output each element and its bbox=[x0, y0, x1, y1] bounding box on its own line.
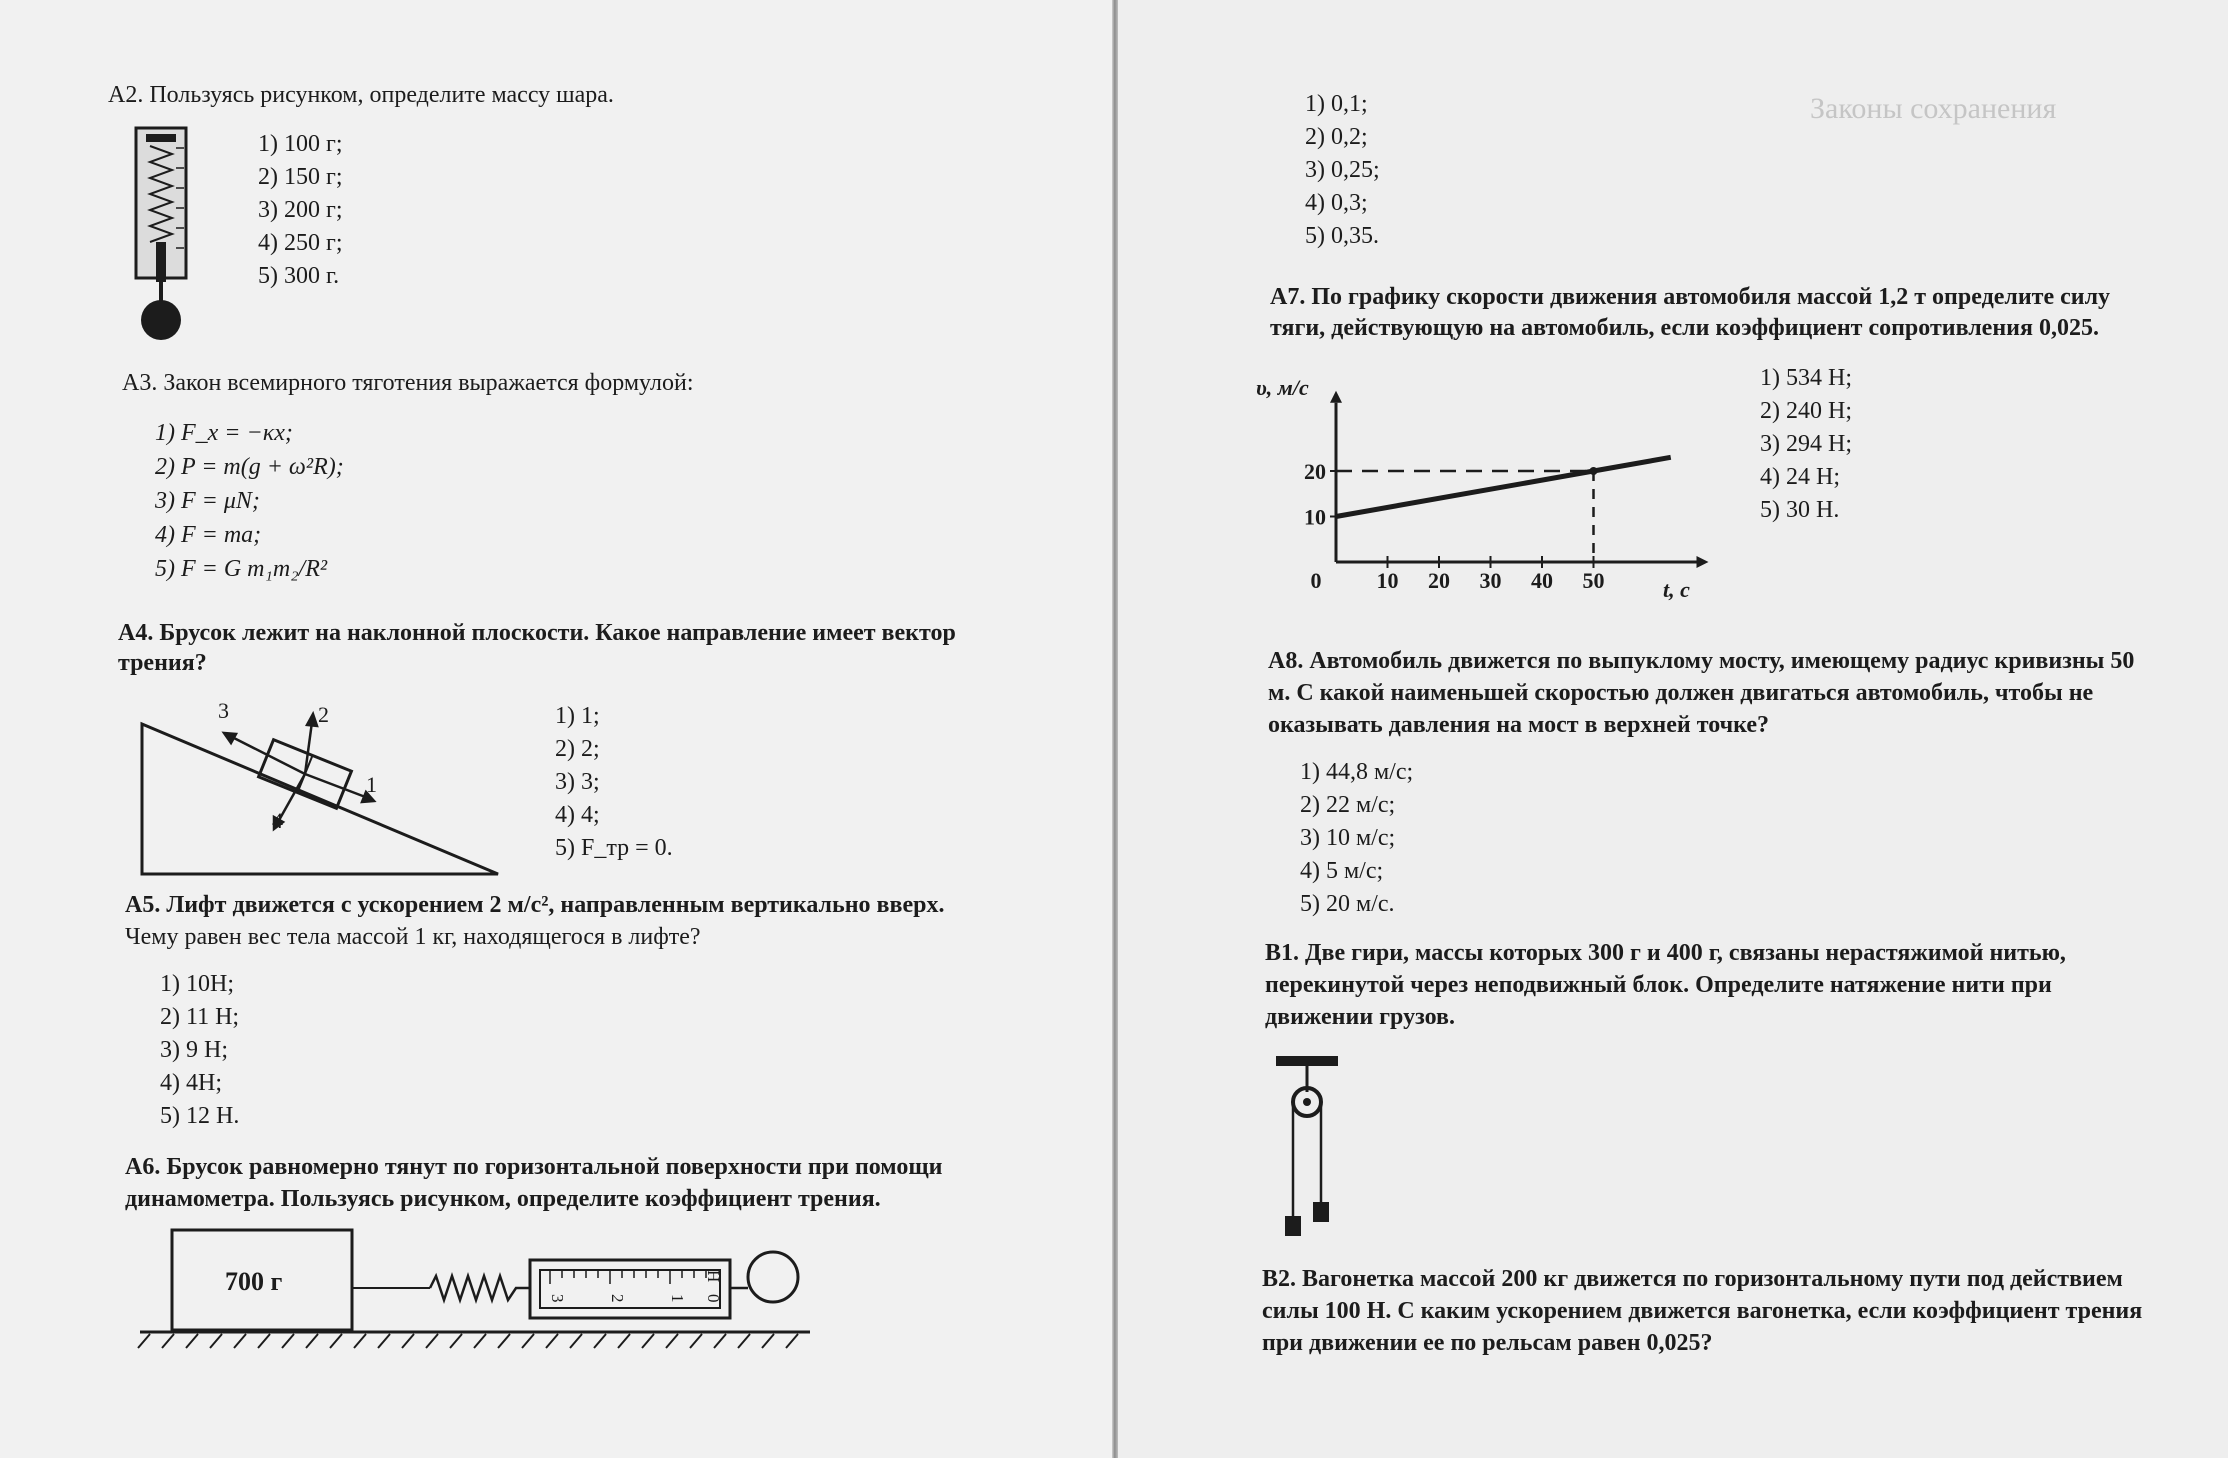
question-b2-line1: В2. Вагонетка массой 200 кг движется по горизонтальному пути под действием bbox=[1262, 1266, 2123, 1292]
question-b2-line3: при движении ее по рельсам равен 0,025? bbox=[1262, 1330, 1713, 1356]
x-tick-label-20: 20 bbox=[1428, 568, 1450, 593]
option-a3-2[interactable]: 2) P = m(g + ω²R); bbox=[155, 454, 344, 480]
vector-label-4: 4 bbox=[272, 808, 283, 833]
x-tick-label-30: 30 bbox=[1479, 568, 1502, 593]
option-a8-4[interactable]: 4) 5 м/с; bbox=[1300, 858, 1384, 884]
options-a8 bbox=[1300, 756, 1413, 921]
vector-label-3: 3 bbox=[218, 698, 229, 723]
vector-label-1: 1 bbox=[366, 772, 377, 797]
page-fold bbox=[1112, 0, 1118, 1458]
options-a3 bbox=[155, 416, 344, 586]
question-a5-line1: А5. Лифт движется с ускорением 2 м/с², направленным вертикально вверх. bbox=[125, 892, 945, 918]
option-a7-2[interactable]: 2) 240 Н; bbox=[1760, 398, 1852, 424]
dynamometer-figure bbox=[130, 1222, 820, 1352]
dyn-tick-0: 0 bbox=[704, 1294, 723, 1303]
option-a6-2[interactable]: 2) 0,2; bbox=[1305, 124, 1368, 150]
option-a3-1[interactable]: 1) F_x = −κx; bbox=[155, 420, 293, 446]
option-a8-2[interactable]: 2) 22 м/с; bbox=[1300, 792, 1396, 818]
pulley-figure bbox=[1272, 1052, 1344, 1242]
x-tick-label-0: 0 bbox=[1310, 568, 1322, 593]
option-a2-4[interactable]: 4) 250 г; bbox=[258, 230, 343, 256]
question-a4-line2: трения? bbox=[118, 650, 207, 676]
options-a4 bbox=[555, 700, 673, 865]
options-a2 bbox=[258, 128, 343, 293]
options-a7 bbox=[1760, 362, 1852, 527]
options-a5 bbox=[160, 968, 239, 1133]
dyn-tick-1: 1 bbox=[668, 1294, 687, 1303]
chart-axes bbox=[1330, 391, 1709, 568]
y-tick-label-10: 10 bbox=[1304, 504, 1326, 530]
question-b1-line2: перекинутой через неподвижный блок. Определите натяжение нити при bbox=[1265, 972, 2052, 998]
option-a5-1[interactable]: 1) 10Н; bbox=[160, 971, 234, 997]
x-tick-label-40: 40 bbox=[1531, 568, 1553, 593]
option-a5-3[interactable]: 3) 9 Н; bbox=[160, 1037, 228, 1063]
block-mass-label: 700 г bbox=[225, 1267, 283, 1296]
spring-balance-figure bbox=[128, 128, 198, 343]
question-b1-line1: В1. Две гири, массы которых 300 г и 400 г, связаны нерастяжимой нитью, bbox=[1265, 940, 2066, 966]
option-a4-4[interactable]: 4) 4; bbox=[555, 802, 600, 828]
option-a3-3[interactable]: 3) F = μN; bbox=[155, 488, 260, 514]
option-a6-3[interactable]: 3) 0,25; bbox=[1305, 157, 1380, 183]
question-a2: А2. Пользуясь рисунком, определите массу шара. bbox=[108, 82, 614, 108]
dyn-unit: Н bbox=[704, 1270, 723, 1283]
question-a5-line2: Чему равен вес тела массой 1 кг, находящегося в лифте? bbox=[125, 924, 701, 950]
x-axis-arrow bbox=[1697, 556, 1709, 568]
option-a4-1[interactable]: 1) 1; bbox=[555, 703, 600, 729]
question-b1-line3: движении грузов. bbox=[1265, 1004, 1455, 1030]
option-a8-5[interactable]: 5) 20 м/с. bbox=[1300, 891, 1395, 917]
show-through-title: Законы сохранения bbox=[1810, 92, 2057, 125]
question-a6-line2: динамометра. Пользуясь рисунком, определите коэффициент трения. bbox=[125, 1186, 881, 1212]
question-a7-line2: тяги, действующую на автомобиль, если коэффициент сопротивления 0,025. bbox=[1270, 315, 2099, 341]
chart-series bbox=[1336, 457, 1671, 516]
dyn-tick-2: 2 bbox=[608, 1294, 627, 1303]
option-a8-1[interactable]: 1) 44,8 м/с; bbox=[1300, 759, 1414, 785]
question-a8-line3: оказывать давления на мост в верхней точке? bbox=[1268, 712, 1770, 738]
question-a7-line1: А7. По графику скорости движения автомобиля массой 1,2 т определите силу bbox=[1270, 284, 2111, 310]
series-line-0 bbox=[1336, 457, 1671, 516]
option-a2-1[interactable]: 1) 100 г; bbox=[258, 131, 343, 157]
option-a3-5[interactable]: 5) F = G m₁m₂/R² bbox=[155, 556, 328, 582]
guide-point bbox=[1590, 467, 1598, 475]
y-tick-label-20: 20 bbox=[1304, 459, 1326, 484]
question-a8-line2: м. С какой наименьшей скоростью должен двигаться автомобиль, чтобы не bbox=[1268, 680, 2094, 706]
option-a2-3[interactable]: 3) 200 г; bbox=[258, 197, 343, 223]
velocity-chart bbox=[1248, 355, 1718, 610]
question-a3: А3. Закон всемирного тяготения выражается формулой: bbox=[122, 370, 694, 396]
option-a6-4[interactable]: 4) 0,3; bbox=[1305, 190, 1368, 216]
option-a2-2[interactable]: 2) 150 г; bbox=[258, 164, 343, 190]
chart-x-label: t, c bbox=[1663, 577, 1690, 602]
option-a7-4[interactable]: 4) 24 Н; bbox=[1760, 464, 1840, 490]
option-a6-1[interactable]: 1) 0,1; bbox=[1305, 91, 1368, 117]
option-a4-3[interactable]: 3) 3; bbox=[555, 769, 600, 795]
x-tick-label-10: 10 bbox=[1376, 568, 1399, 593]
question-a6-line1: А6. Брусок равномерно тянут по горизонтальной поверхности при помощи bbox=[125, 1154, 943, 1180]
option-a4-2[interactable]: 2) 2; bbox=[555, 736, 600, 762]
option-a7-5[interactable]: 5) 30 Н. bbox=[1760, 497, 1840, 523]
incline-figure bbox=[130, 694, 510, 884]
option-a7-3[interactable]: 3) 294 Н; bbox=[1760, 431, 1852, 457]
option-a4-5[interactable]: 5) F_тр = 0. bbox=[555, 835, 673, 861]
vector-label-2: 2 bbox=[318, 702, 329, 727]
option-a7-1[interactable]: 1) 534 Н; bbox=[1760, 365, 1852, 391]
question-b2-line2: силы 100 Н. С каким ускорением движется вагонетка, если коэффициент трения bbox=[1262, 1298, 2143, 1324]
question-a4-line1: А4. Брусок лежит на наклонной плоскости. Какое направление имеет вектор bbox=[118, 620, 956, 646]
option-a2-5[interactable]: 5) 300 г. bbox=[258, 263, 340, 289]
x-tick-label-50: 50 bbox=[1582, 568, 1605, 593]
option-a5-4[interactable]: 4) 4Н; bbox=[160, 1070, 222, 1096]
chart-dashed-guides bbox=[1336, 471, 1594, 562]
option-a5-2[interactable]: 2) 11 Н; bbox=[160, 1004, 240, 1030]
option-a3-4[interactable]: 4) F = ma; bbox=[155, 522, 262, 548]
y-axis-arrow bbox=[1330, 391, 1342, 403]
option-a8-3[interactable]: 3) 10 м/с; bbox=[1300, 825, 1396, 851]
dyn-tick-3: 3 bbox=[548, 1294, 567, 1303]
question-a8-line1: А8. Автомобиль движется по выпуклому мосту, имеющему радиус кривизны 50 bbox=[1268, 648, 2135, 674]
option-a6-5[interactable]: 5) 0,35. bbox=[1305, 223, 1379, 249]
option-a5-5[interactable]: 5) 12 Н. bbox=[160, 1103, 240, 1129]
chart-y-label: υ, м/с bbox=[1256, 375, 1309, 400]
options-a6 bbox=[1305, 88, 1380, 253]
